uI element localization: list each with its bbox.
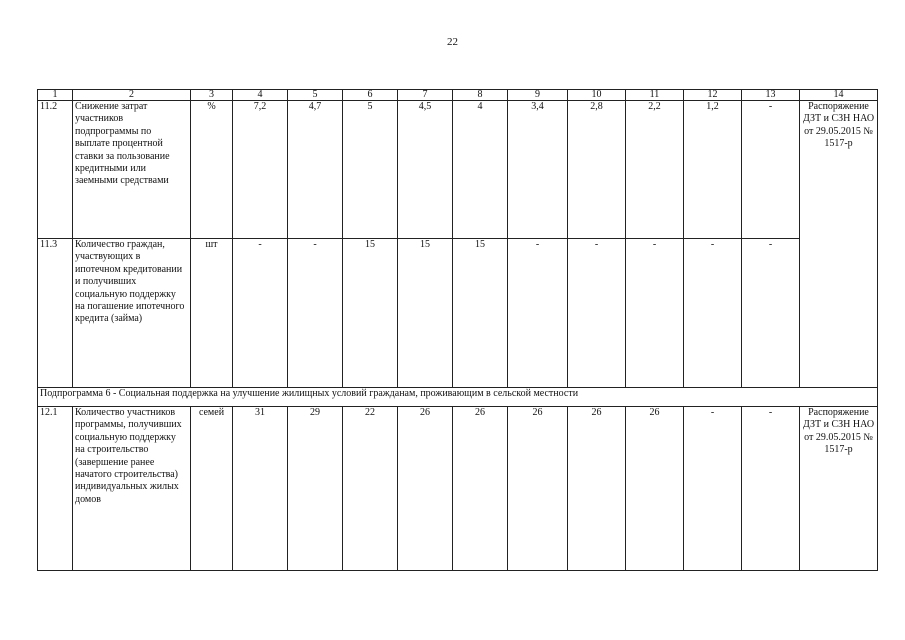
value-cell: - (684, 407, 742, 571)
value-cell: - (508, 239, 568, 388)
value-cell: 15 (398, 239, 453, 388)
row-code: 11.3 (38, 239, 73, 388)
row-code: 11.2 (38, 101, 73, 239)
value-cell: - (742, 407, 800, 571)
value-cell: 26 (568, 407, 626, 571)
value-cell: - (568, 239, 626, 388)
value-cell: 2,8 (568, 101, 626, 239)
page-number: 22 (447, 36, 458, 48)
value-cell: 29 (288, 407, 343, 571)
header-cell: 3 (191, 90, 233, 101)
value-cell: 7,2 (233, 101, 288, 239)
source-document: Распоряжение ДЗТ и СЗН НАО от 29.05.2015 № 1517-р (800, 407, 878, 571)
table-row (38, 407, 878, 571)
value-cell: - (233, 239, 288, 388)
source-document: Распоряжение ДЗТ и СЗН НАО от 29.05.2015 № 1517-р (800, 101, 878, 388)
value-cell: 15 (453, 239, 508, 388)
value-cell: 26 (453, 407, 508, 571)
value-cell: - (684, 239, 742, 388)
value-cell: - (288, 239, 343, 388)
header-cell: 13 (742, 90, 800, 101)
header-cell: 1 (38, 90, 73, 101)
header-cell: 14 (800, 90, 878, 101)
value-cell: 15 (343, 239, 398, 388)
value-cell: 31 (233, 407, 288, 571)
value-cell: 1,2 (684, 101, 742, 239)
unit-cell: шт (191, 239, 233, 388)
table-row (38, 101, 878, 239)
header-cell: 6 (343, 90, 398, 101)
value-cell: - (742, 101, 800, 239)
header-cell: 8 (453, 90, 508, 101)
value-cell: 5 (343, 101, 398, 239)
table-row (38, 239, 878, 388)
header-cell: 9 (508, 90, 568, 101)
value-cell: 26 (398, 407, 453, 571)
subprogram-row (38, 388, 878, 407)
value-cell: 3,4 (508, 101, 568, 239)
header-cell: 7 (398, 90, 453, 101)
value-cell: - (626, 239, 684, 388)
row-code: 12.1 (38, 407, 73, 571)
value-cell: 4,7 (288, 101, 343, 239)
value-cell: 26 (508, 407, 568, 571)
indicator-name: Снижение затрат участников подпрограммы по выплате процентной ставки за пользование кредитными или заемными средствами (73, 101, 191, 239)
indicators-table (37, 89, 878, 571)
unit-cell: % (191, 101, 233, 239)
header-cell: 5 (288, 90, 343, 101)
value-cell: 22 (343, 407, 398, 571)
header-cell: 2 (73, 90, 191, 101)
header-cell: 10 (568, 90, 626, 101)
value-cell: - (742, 239, 800, 388)
table-header-row (38, 90, 878, 101)
value-cell: 26 (626, 407, 684, 571)
indicator-name: Количество граждан, участвующих в ипотечном кредитовании и получивших социальную поддержку на погашение ипотечного кредита (займа) (73, 239, 191, 388)
header-cell: 11 (626, 90, 684, 101)
value-cell: 4 (453, 101, 508, 239)
value-cell: 2,2 (626, 101, 684, 239)
value-cell: 4,5 (398, 101, 453, 239)
header-cell: 4 (233, 90, 288, 101)
unit-cell: семей (191, 407, 233, 571)
subprogram-title: Подпрограмма 6 - Социальная поддержка на улучшение жилищных условий гражданам, проживающим в сельской местности (38, 388, 878, 407)
header-cell: 12 (684, 90, 742, 101)
indicator-name: Количество участников программы, получивших социальную поддержку на строительство (завершение ранее начатого строительства) индивидуальных жилых домов (73, 407, 191, 571)
